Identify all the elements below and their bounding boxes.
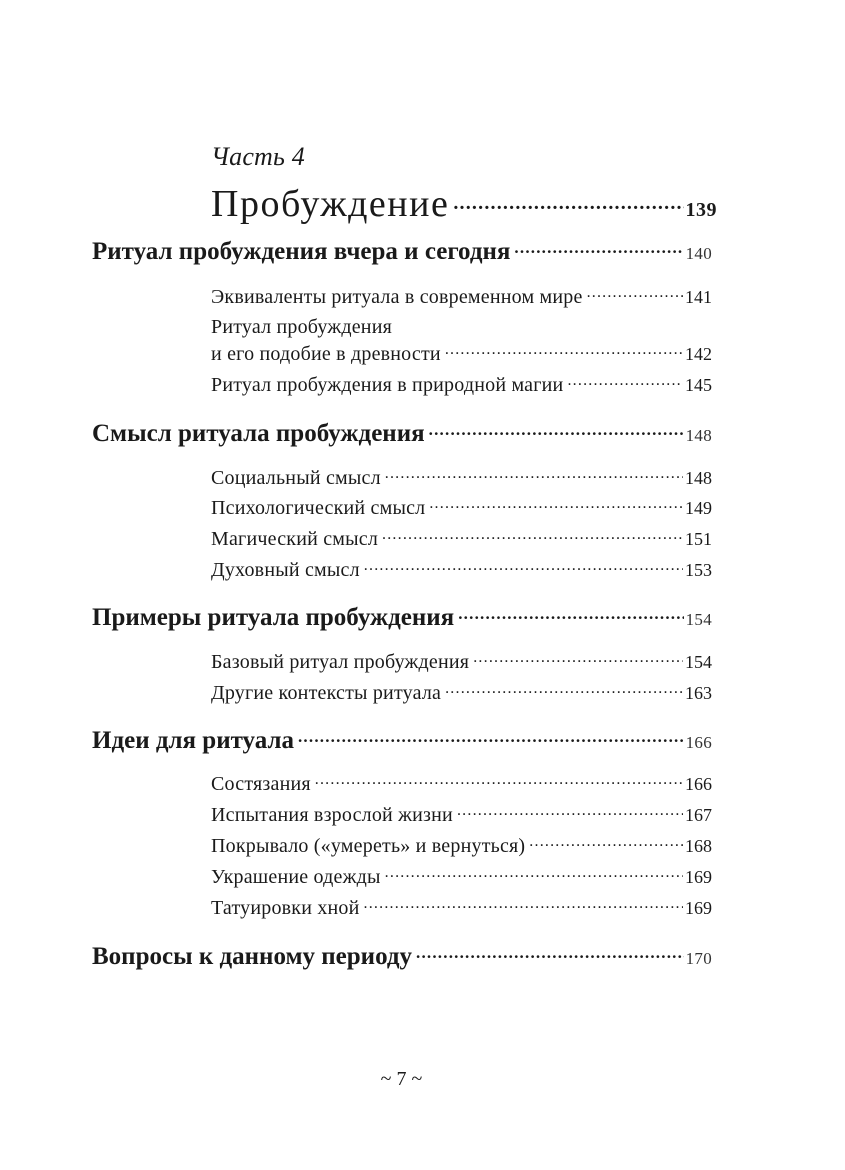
toc-section-row[interactable] (211, 374, 712, 397)
dot-leader (529, 836, 683, 852)
toc-section-row[interactable] (211, 835, 712, 858)
toc-chapter-row[interactable] (92, 420, 712, 448)
dot-leader (567, 375, 683, 391)
dot-leader (473, 652, 683, 668)
toc-section-row[interactable] (211, 897, 712, 920)
dot-leader (429, 424, 684, 441)
section-page: 149 (685, 498, 712, 518)
section-page: 148 (685, 468, 712, 488)
toc-section-row[interactable] (211, 773, 712, 796)
section-title: Татуировки хной (211, 897, 360, 919)
toc-section-row[interactable] (211, 651, 712, 674)
section-page: 153 (685, 560, 712, 580)
section-title-line1[interactable]: Ритуал пробуждения (211, 316, 393, 338)
toc-chapter-row[interactable] (92, 943, 712, 971)
dot-leader (458, 608, 683, 625)
part-page: 139 (685, 199, 717, 221)
chapter-page: 154 (685, 610, 712, 629)
section-page: 151 (685, 529, 712, 549)
dot-leader (514, 242, 683, 259)
toc-chapter-row[interactable] (92, 727, 712, 755)
dot-leader (315, 774, 683, 790)
toc-section-row[interactable] (211, 343, 712, 366)
chapter-page: 148 (685, 426, 712, 445)
dot-leader (385, 867, 683, 883)
part-title-row[interactable] (211, 182, 717, 226)
section-title: Другие контексты ритуала (211, 682, 442, 704)
toc-chapter-row[interactable] (92, 238, 712, 266)
page-number: ~ 7 ~ (380, 1068, 423, 1090)
section-title: Духовный смысл (211, 559, 360, 581)
dot-leader (364, 898, 683, 914)
toc-section-row[interactable] (211, 559, 712, 582)
toc-section-row[interactable] (211, 497, 712, 520)
dot-leader (453, 196, 683, 216)
section-title: Испытания взрослой жизни (211, 804, 453, 826)
toc-section-row[interactable] (211, 682, 712, 705)
chapter-title: Идеи для ритуала (92, 727, 294, 754)
section-title: Магический смысл (211, 528, 379, 550)
toc-section-row[interactable] (211, 467, 712, 490)
section-title: и его подобие в древности (211, 343, 441, 365)
section-title: Базовый ритуал пробуждения (211, 651, 470, 673)
section-page: 154 (685, 652, 712, 672)
toc-chapter-row[interactable] (92, 604, 712, 632)
section-title: Социальный смысл (211, 467, 381, 489)
section-title: Состязания (211, 773, 311, 795)
dot-leader (385, 468, 683, 484)
chapter-title: Примеры ритуала пробуждения (92, 604, 455, 631)
dot-leader (445, 344, 683, 360)
dot-leader (364, 560, 683, 576)
part-title: Пробуждение (211, 183, 450, 225)
dot-leader (429, 498, 683, 514)
section-page: 142 (685, 344, 712, 364)
chapter-title: Вопросы к данному периоду (92, 943, 412, 970)
section-page: 163 (685, 683, 712, 703)
section-title: Покрывало («умереть» и вернуться) (211, 835, 526, 857)
section-page: 167 (685, 805, 712, 825)
toc-section-row[interactable] (211, 866, 712, 889)
section-page: 168 (685, 836, 712, 856)
section-title: Украшение одежды (211, 866, 381, 888)
dot-leader (587, 287, 683, 303)
section-title: Эквиваленты ритуала в современном мире (211, 286, 583, 308)
chapter-page: 140 (685, 244, 712, 263)
section-page: 169 (685, 898, 712, 918)
section-title: Психологический смысл (211, 497, 426, 519)
toc-section-row[interactable] (211, 804, 712, 827)
toc-section-row[interactable] (211, 286, 712, 309)
dot-leader (416, 947, 684, 964)
section-page: 141 (685, 287, 712, 307)
chapter-page: 170 (685, 949, 712, 968)
chapter-title: Смысл ритуала пробуждения (92, 420, 425, 447)
section-page: 169 (685, 867, 712, 887)
chapter-page: 166 (685, 733, 712, 752)
toc-section-row[interactable] (211, 528, 712, 551)
dot-leader (457, 805, 683, 821)
chapter-title: Ритуал пробуждения вчера и сегодня (92, 238, 511, 265)
section-page: 145 (685, 375, 712, 395)
dot-leader (382, 529, 683, 545)
dot-leader (445, 683, 683, 699)
section-title: Ритуал пробуждения в природной магии (211, 374, 564, 396)
section-page: 166 (685, 774, 712, 794)
part-label: Часть 4 (211, 142, 305, 171)
dot-leader (298, 731, 684, 748)
